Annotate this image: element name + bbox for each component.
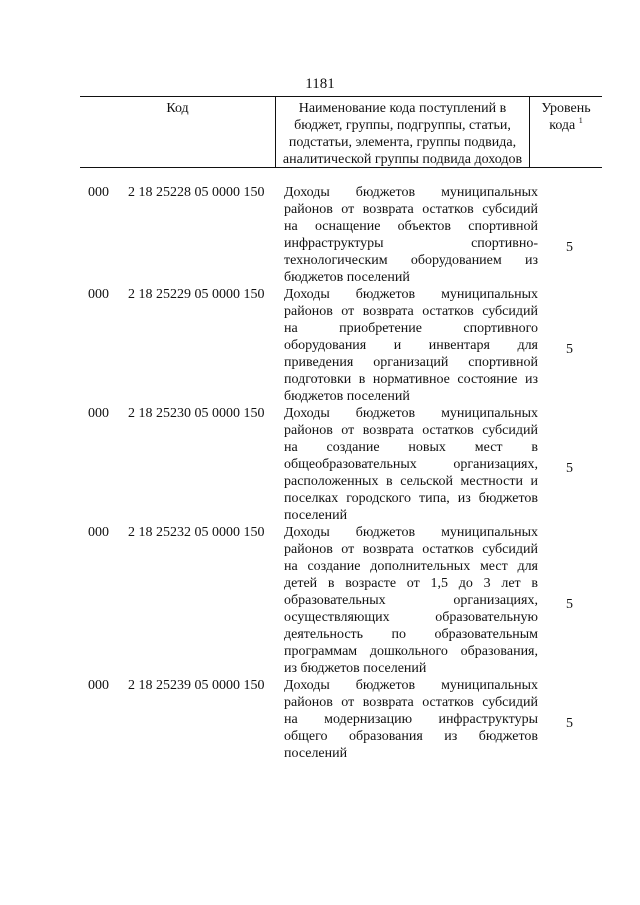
- row-description: [284, 184, 538, 286]
- row-description-line: инфраструктуры спортивно-: [284, 236, 538, 251]
- row-description-line: поселений: [284, 508, 348, 523]
- row-description-line: Доходы бюджетов муниципальных: [284, 287, 538, 302]
- row-code: 2 18 25228 05 0000 150: [128, 185, 265, 200]
- row-description: [284, 405, 538, 524]
- row-description-line: районов от возврата остатков субсидий: [284, 304, 538, 319]
- row-description-line: оборудования и инвентаря для: [284, 338, 538, 353]
- row-description-line: на оснащение объектов спортивной: [284, 219, 538, 234]
- header-name-line: подстатьи, элемента, группы подвида,: [288, 135, 517, 150]
- row-level: 5: [566, 597, 573, 612]
- table-row: [0, 524, 640, 677]
- row-description-line: программам дошкольного образования,: [284, 644, 538, 659]
- row-description: [284, 677, 538, 762]
- row-level: 5: [566, 342, 573, 357]
- row-description-line: расположенных в сельской местности и: [284, 474, 538, 489]
- row-description-line: осуществляющих образовательную: [284, 610, 538, 625]
- row-description-line: на модернизацию инфраструктуры: [284, 712, 538, 727]
- row-code: 2 18 25239 05 0000 150: [128, 678, 265, 693]
- row-prefix: 000: [88, 678, 109, 693]
- row-prefix: 000: [88, 287, 109, 302]
- row-description-line: бюджетов поселений: [284, 389, 410, 404]
- header-code: Код: [166, 101, 189, 116]
- row-description-line: Доходы бюджетов муниципальных: [284, 525, 538, 540]
- table-row: [0, 184, 640, 286]
- row-description: [284, 286, 538, 405]
- header-name-line: аналитической группы подвида доходов: [282, 152, 523, 167]
- header-level-line1: Уровень: [541, 101, 591, 116]
- header-level: [530, 97, 602, 167]
- table-row: [0, 286, 640, 405]
- row-description-line: районов от возврата остатков субсидий: [284, 202, 538, 217]
- row-description-line: общеобразовательных организациях,: [284, 457, 538, 472]
- row-prefix: 000: [88, 406, 109, 421]
- row-level: 5: [566, 716, 573, 731]
- row-code: 2 18 25232 05 0000 150: [128, 525, 265, 540]
- row-description-line: технологическим оборудованием из: [284, 253, 538, 268]
- row-level: 5: [566, 240, 573, 255]
- row-description-line: образовательных организациях,: [284, 593, 538, 608]
- row-description-line: Доходы бюджетов муниципальных: [284, 185, 538, 200]
- row-description-line: на создание новых мест в: [284, 440, 538, 455]
- row-prefix: 000: [88, 185, 109, 200]
- footnote-marker: 1: [578, 116, 583, 125]
- header-level-line2: [530, 117, 602, 134]
- row-description-line: на приобретение спортивного: [284, 321, 538, 336]
- page-number: 1181: [305, 76, 335, 92]
- row-description-line: общего образования из бюджетов: [284, 729, 538, 744]
- row-description-line: подготовки в нормативное состояние из: [284, 372, 538, 387]
- row-description-line: приведения организаций спортивной: [284, 355, 538, 370]
- row-description-line: бюджетов поселений: [284, 270, 410, 285]
- row-description-line: поселках городского типа, из бюджетов: [284, 491, 538, 506]
- table-row: [0, 677, 640, 762]
- row-description-line: Доходы бюджетов муниципальных: [284, 406, 538, 421]
- row-description-line: районов от возврата остатков субсидий: [284, 423, 538, 438]
- row-description-line: деятельность по образовательным: [284, 627, 538, 642]
- table-row: [0, 405, 640, 524]
- row-code: 2 18 25229 05 0000 150: [128, 287, 265, 302]
- header-name-line: Наименование кода поступлений в: [298, 101, 507, 116]
- table-body: [0, 184, 640, 762]
- row-level: 5: [566, 461, 573, 476]
- row-description-line: поселений: [284, 746, 348, 761]
- row-description-line: на создание дополнительных мест для: [284, 559, 538, 574]
- row-description-line: детей в возрасте от 1,5 до 3 лет в: [284, 576, 538, 591]
- row-description-line: из бюджетов поселений: [284, 661, 427, 676]
- row-prefix: 000: [88, 525, 109, 540]
- header-name-line: бюджет, группы, подгруппы, статьи,: [294, 118, 511, 133]
- row-description-line: Доходы бюджетов муниципальных: [284, 678, 538, 693]
- table-header: [80, 96, 602, 168]
- header-level-word: кода: [549, 118, 576, 133]
- row-description-line: районов от возврата остатков субсидий: [284, 695, 538, 710]
- row-description-line: районов от возврата остатков субсидий: [284, 542, 538, 557]
- row-description: [284, 524, 538, 677]
- header-name: [275, 97, 530, 167]
- row-code: 2 18 25230 05 0000 150: [128, 406, 265, 421]
